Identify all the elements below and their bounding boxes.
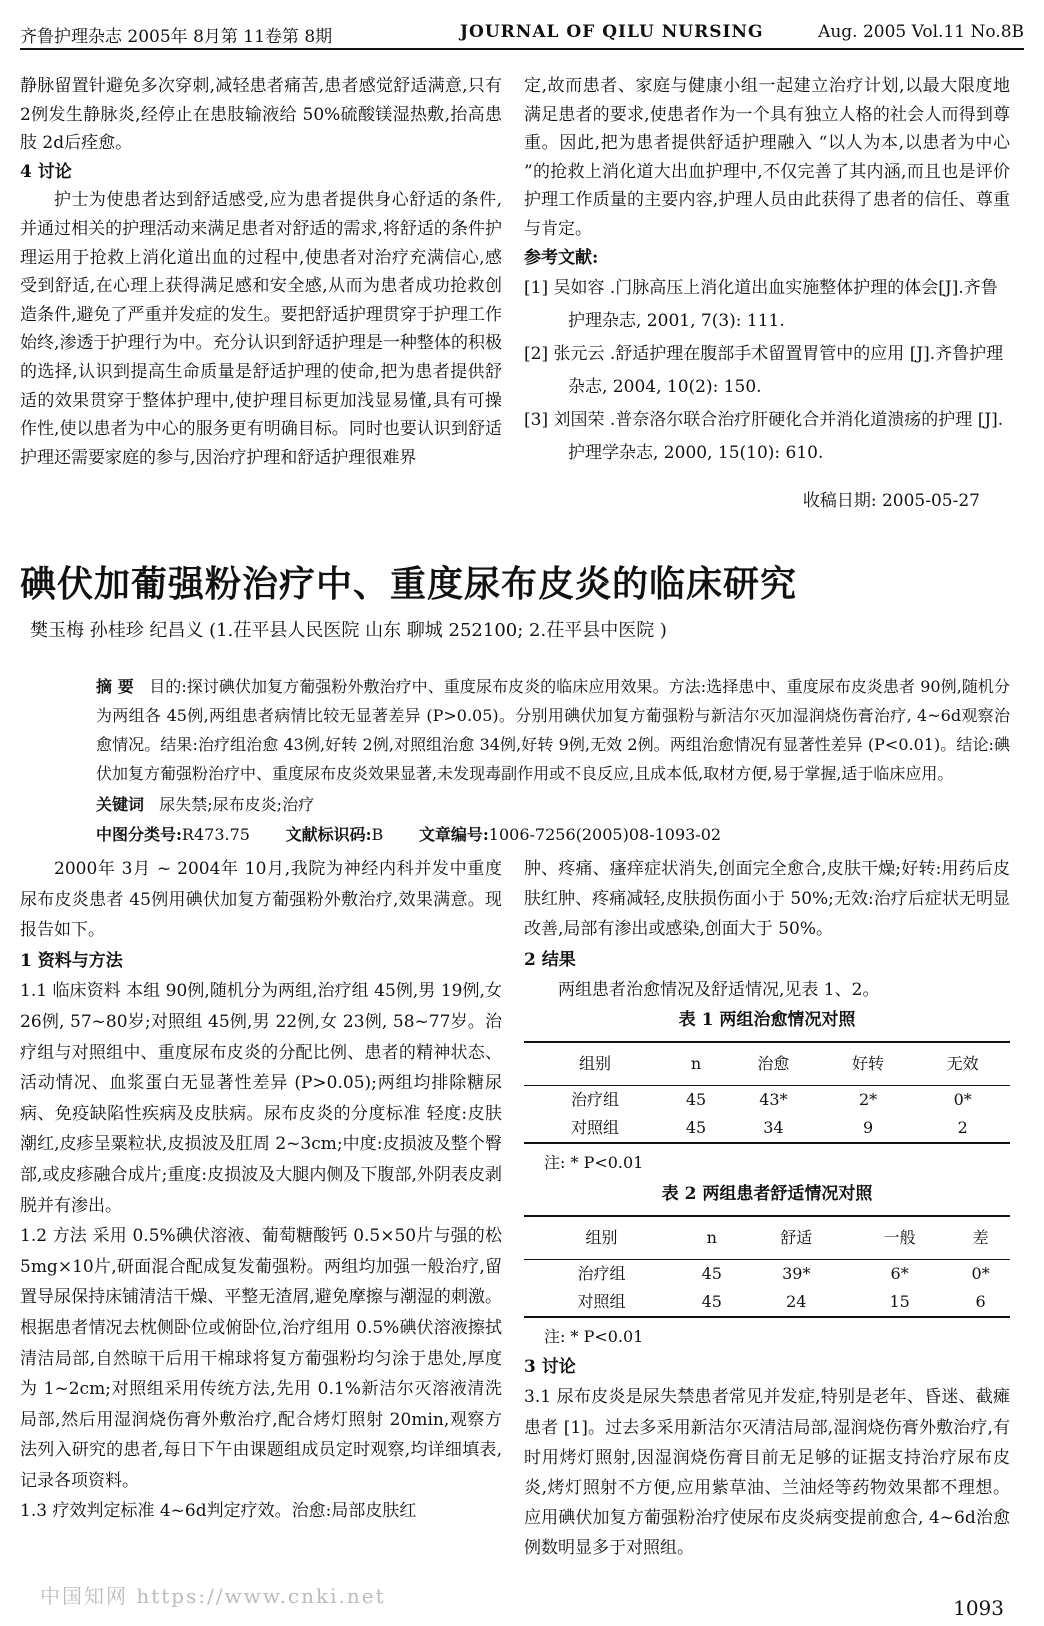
clc-value: R473.75 <box>181 825 250 844</box>
reference-3: [3] 刘国荣 .普奈洛尔联合治疗肝硬化合并消化道溃疡的护理 [J].护理学杂志, 2000, 15(10): 610. <box>524 410 1004 464</box>
reference-1: [1] 吴如容 .门脉高压上消化道出血实施整体护理的体会[J].齐鲁护理杂志, 2001, 7(3): 111. <box>524 278 998 332</box>
sec1-3: 1.3 疗效判定标准 4~6d判定疗效。治愈:局部皮肤红 <box>20 1501 417 1522</box>
table2-col-comfortable: 舒适 <box>745 1216 848 1260</box>
criteria-cont: 肿、疼痛、瘙痒症状消失,创面完全愈合,皮肤干燥;好转:用药后皮肤红肿、疼痛减轻,皮肤损伤面小于 50%;无效:治疗后症状无明显改善,局部有渗出或感染,创面大于 50%。 <box>524 859 1010 940</box>
prev-right-text: 定,故而患者、家庭与健康小组一起建立治疗计划,以最大限度地满足患者的要求,使患者作为一个具有独立人格的社会人而得到尊重。因此,把为患者提供舒适护理融入 “以人为本,以患者为中心 ”的抢救上消化道大出血护理中,不仅完善了其内涵,而且也是评价护理工作质量的主要内容,护理人员由此获得了患者的信任、尊重与肯定。 <box>524 76 1010 239</box>
page-number: 1093 <box>953 1596 1004 1620</box>
refs-heading: 参考文献: <box>524 247 599 268</box>
sec1-heading: 1 资料与方法 <box>20 950 123 971</box>
received-date: 收稿日期: 2005-05-27 <box>802 491 980 512</box>
table-cell: 15 <box>848 1288 951 1317</box>
keywords-text: 尿失禁;尿布皮炎;治疗 <box>159 795 315 814</box>
sec2-heading: 2 结果 <box>524 949 576 970</box>
sec2-text: 两组患者治愈情况及舒适情况,见表 1、2。 <box>558 979 880 1000</box>
table-cell: 43* <box>759 1090 788 1110</box>
doc-code-value: B <box>371 825 384 844</box>
sec3-1: 3.1 尿布皮炎是尿失禁患者常见并发症,特别是老年、昏迷、截瘫患者 [1]。过去多采用新洁尔灭清洁局部,湿润烧伤膏外敷治疗,有时用烤灯照射,因湿润烧伤膏目前无足够的证据支持治疗尿布皮炎,烤灯照射不方便,应用紫草油、兰油烃等药物效果都不理想。应用碘伏加复方葡强粉治疗使尿布皮炎病变提前愈合, 4~6d治愈例数明显多于对照组。 <box>524 1387 1010 1559</box>
table-cell: 对照组 <box>524 1288 679 1317</box>
table1-col-cured: 治愈 <box>726 1042 821 1086</box>
table2 <box>524 1215 1010 1318</box>
table-cell: 45 <box>679 1288 745 1317</box>
table-cell: 24 <box>745 1288 848 1317</box>
table-cell: 45 <box>701 1264 722 1284</box>
issue-en: Aug. 2005 Vol.11 No.8B <box>818 22 1024 42</box>
running-header <box>20 14 1024 50</box>
classification-line <box>96 822 721 845</box>
table-cell: 9 <box>821 1114 916 1143</box>
table2-note: 注: * P<0.01 <box>544 1327 644 1347</box>
table2-caption: 表 2 两组患者舒适情况对照 <box>661 1183 873 1204</box>
journal-en: JOURNAL OF QILU NURSING <box>460 22 764 42</box>
article-no-label: 文章编号: <box>418 825 489 844</box>
prev-left-column <box>20 72 502 472</box>
table-cell: 治疗组 <box>570 1090 619 1110</box>
table-cell: 45 <box>666 1114 726 1143</box>
table1-col-improved: 好转 <box>821 1042 916 1086</box>
article-authors: 樊玉梅 孙桂珍 纪昌义 (1.茌平县人民医院 山东 聊城 252100; 2.茌平县中医院 ) <box>30 620 667 641</box>
table-row <box>524 1086 1010 1115</box>
table1-header <box>524 1042 1010 1086</box>
table2-col-poor: 差 <box>951 1216 1010 1260</box>
table-cell: 0* <box>971 1264 990 1284</box>
table1-col-n: n <box>666 1042 726 1086</box>
table-cell: 45 <box>685 1090 707 1110</box>
table1-col-group: 组别 <box>524 1042 666 1086</box>
journal-cn: 齐鲁护理杂志 2005年 8月第 11卷第 8期 <box>20 27 333 47</box>
abstract-text: 目的:探讨碘伏加复方葡强粉外敷治疗中、重度尿布皮炎的临床应用效果。方法:选择患中、重度尿布皮炎患者 90例,随机分为两组各 45例,两组患者病情比较无显著差异 (P>0.05)。分别用碘伏加复方葡强粉与新洁尔灭加湿润烧伤膏治疗, 4~6d观察治愈情况。结果:治疗组治愈 43例,好转 2例,对照组治愈 34例,好转 9例,无效 2例。两组治愈情况有显著性差异 (P<0.01)。结论:碘伏加复方葡强粉治疗中、重度尿布皮炎效果显著,未发现毒副作用或不良反应,且成本低,取材方便,易于掌握,适于临床应用。 <box>96 677 1010 783</box>
abstract-label: 摘 要 <box>96 677 134 696</box>
article-right-column <box>524 854 1010 1564</box>
table-cell: 34 <box>726 1114 821 1143</box>
prev-para-1: 静脉留置针避免多次穿刺,减轻患者痛苦,患者感觉舒适满意,只有 2例发生静脉炎,经停止在患肢输液给 50%硫酸镁湿热敷,抬高患肢 2d后痊愈。 <box>20 76 502 154</box>
table2-header <box>524 1216 1010 1260</box>
watermark: 中国知网 https://www.cnki.net <box>40 1584 386 1608</box>
sec3-heading: 3 讨论 <box>524 1357 576 1378</box>
table-cell: 39* <box>782 1264 811 1284</box>
abstract <box>96 672 1010 788</box>
table1 <box>524 1041 1010 1144</box>
table2-col-average: 一般 <box>848 1216 951 1260</box>
table-cell: 6* <box>890 1264 909 1284</box>
sec1-2: 1.2 方法 采用 0.5%碘伏溶液、葡萄糖酸钙 0.5×50片与强的松 5mg×10片,研面混合配成复发葡强粉。两组均加强一般治疗,留置导尿保持床铺清洁干燥、平整无渣屑,避免摩擦与潮湿的刺激。根据患者情况去枕侧卧位或俯卧位,治疗组用 0.5%碘伏溶液擦拭清洁局部,自然晾干后用干棉球将复方葡强粉均匀涂于患处,厚度为 1~2cm;对照组采用传统方法,先用 0.1%新洁尔灭溶液清洗局部,然后用湿润烧伤膏外敷治疗,配合烤灯照射 20min,观察方法列入研究的患者,每日下午由课题组成员定时观察,均详细填表,记录各项资料。 <box>20 1226 502 1491</box>
table1-col-ineffective: 无效 <box>915 1042 1010 1086</box>
table-cell: 0* <box>953 1090 972 1110</box>
prev-right-column <box>524 72 1010 533</box>
table-row <box>524 1288 1010 1317</box>
table-cell: 6 <box>951 1288 1010 1317</box>
keywords-line <box>96 792 314 815</box>
keywords-label: 关键词 <box>96 795 145 814</box>
table-row <box>524 1114 1010 1143</box>
table-cell: 2 <box>915 1114 1010 1143</box>
table1-caption: 表 1 两组治愈情况对照 <box>678 1010 856 1031</box>
sec1-1: 1.1 临床资料 本组 90例,随机分为两组,治疗组 45例,男 19例,女 26例, 57~80岁;对照组 45例,男 22例,女 23例, 58~77岁。治疗组与对照组中、重度尿布皮炎的分配比例、患者的精神状态、活动情况、血浆蛋白无显著性差异 (P>0.05);两组均排除糖尿病、免疫缺陷性疾病及皮肤病。尿布皮炎的分度标准 轻度:皮肤潮红,皮疹呈粟粒状,皮损波及肛周 2~3cm;中度:皮损波及整个臀部,或皮疹融合成片;重度:皮损波及大腿内侧及下腹部,外阴表皮剥脱并有渗出。 <box>20 981 502 1216</box>
table2-col-group: 组别 <box>524 1216 679 1260</box>
intro-para: 2000年 3月 ~ 2004年 10月,我院为神经内科并发中重度尿布皮炎患者 45例用碘伏加复方葡强粉外敷治疗,效果满意。现报告如下。 <box>20 859 502 941</box>
article-no-value: 1006-7256(2005)08-1093-02 <box>488 825 722 844</box>
doc-code-label: 文献标识码: <box>285 825 372 844</box>
prev-discuss-heading: 4 讨论 <box>20 161 72 182</box>
table1-note: 注: * P<0.01 <box>544 1153 644 1173</box>
prev-discuss-text: 护士为使患者达到舒适感受,应为患者提供身心舒适的条件,并通过相关的护理活动来满足患者对舒适的需求,将舒适的条件护理运用于抢救上消化道出血的过程中,使患者对治疗充满信心,感受到舒适,在心理上获得满足感和安全感,从而为患者成功抢救创造条件,避免了严重并发症的发生。要把舒适护理贯穿于护理工作始终,渗透于护理行为中。充分认识到舒适护理是一种整体的积极的选择,认识到提高生命质量是舒适护理的使命,把为患者提供舒适的效果贯穿于整体护理中,使护理目标更加浅显易懂,具有可操作性,使以患者为中心的服务更有明确目标。同时也要认识到舒适护理还需要家庭的参与,因治疗护理和舒适护理很难界 <box>20 190 502 468</box>
article-left-column <box>20 854 502 1527</box>
table-row <box>524 1260 1010 1289</box>
table-cell: 2* <box>858 1090 878 1110</box>
clc-label: 中图分类号: <box>96 825 182 844</box>
table-cell: 治疗组 <box>577 1264 626 1284</box>
reference-2: [2] 张元云 .舒适护理在腹部手术留置胃管中的应用 [J].齐鲁护理杂志, 2004, 10(2): 150. <box>524 344 1004 398</box>
article-title: 碘伏加葡强粉治疗中、重度尿布皮炎的临床研究 <box>20 564 798 605</box>
table-cell: 对照组 <box>524 1114 666 1143</box>
table2-col-n: n <box>679 1216 745 1260</box>
